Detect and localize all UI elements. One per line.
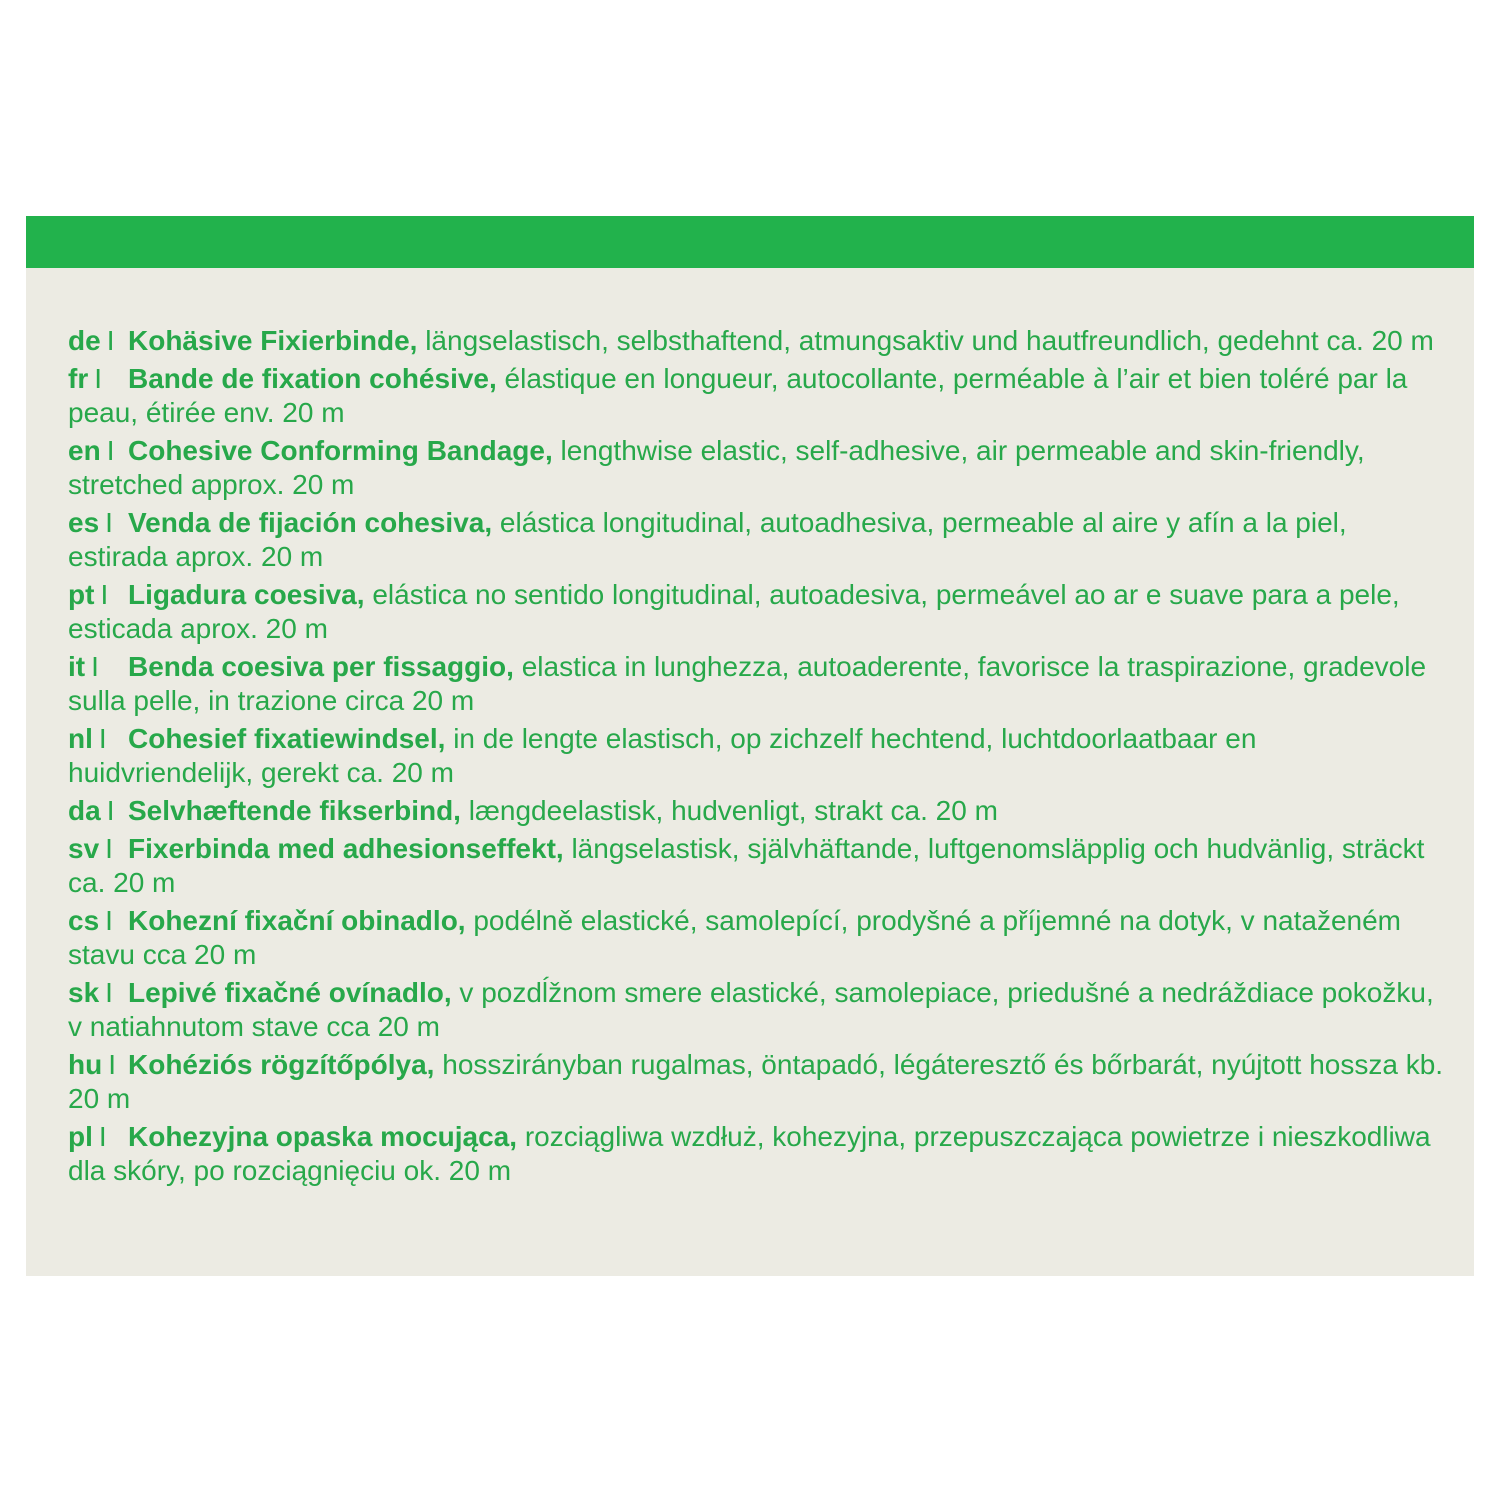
product-description: elastica in lunghezza, autoaderente, favorisce la traspirazione, gradevole sulla pelle, in trazione circa 20 m (68, 651, 1427, 716)
product-name: Venda de fijación cohesiva, (128, 507, 493, 538)
language-code: sk I (68, 977, 113, 1008)
product-name: Cohesief fixatiewindsel, (128, 723, 446, 754)
entry-sv (68, 832, 1448, 900)
language-code: en I (68, 435, 115, 466)
product-description: in de lengte elastisch, op zichzelf hechtend, luchtdoorlaatbaar en huidvriendelijk, gerekt ca. 20 m (68, 723, 1257, 788)
green-header-band (26, 216, 1474, 268)
product-name: Kohezní fixační obinadlo, (128, 905, 466, 936)
product-name: Kohéziós rögzítőpólya, (128, 1049, 435, 1080)
product-description: elástica no sentido longitudinal, autoadesiva, permeável ao ar e suave para a pele, esticada aprox. 20 m (68, 579, 1400, 644)
language-code: de I (68, 325, 115, 356)
entry-cs (68, 904, 1448, 972)
product-name: Cohesive Conforming Bandage, (128, 435, 553, 466)
entry-it (68, 650, 1448, 718)
entry-fr (68, 362, 1448, 430)
entry-hu (68, 1048, 1448, 1116)
product-name: Benda coesiva per fissaggio, (128, 651, 514, 682)
product-description: lengthwise elastic, self-adhesive, air permeable and skin-friendly, stretched approx. 20 m (68, 435, 1365, 500)
product-description: längselastisk, självhäftande, luftgenomsläpplig och hudvänlig, sträckt ca. 20 m (68, 833, 1425, 898)
language-code: sv I (68, 833, 113, 864)
label-card (26, 216, 1474, 1276)
product-description: elástica longitudinal, autoadhesiva, permeable al aire y afín a la piel, estirada aprox. 20 m (68, 507, 1347, 572)
language-code: fr I (68, 363, 103, 394)
product-description: længdeelastisk, hudvenligt, strakt ca. 20 m (460, 795, 998, 826)
entry-nl (68, 722, 1448, 790)
product-description: podélně elastické, samolepící, prodyšné a příjemné na dotyk, v nataženém stavu cca 20 m (68, 905, 1401, 970)
entry-de (68, 324, 1448, 358)
language-code: it I (68, 651, 99, 682)
product-description: hosszirányban rugalmas, öntapadó, légáteresztő és bőrbarát, nyújtott hossza kb. 20 m (68, 1049, 1444, 1114)
product-description: rozciągliwa wzdłuż, kohezyjna, przepuszczająca powietrze i nieszkodliwa dla skóry, po rozciągnięciu ok. 20 m (68, 1121, 1431, 1186)
entry-en (68, 434, 1448, 502)
multilingual-description (68, 324, 1448, 1192)
product-name: Fixerbinda med adhesionseffekt, (128, 833, 564, 864)
entry-pt (68, 578, 1448, 646)
product-name: Lepivé fixačné ovínadlo, (128, 977, 452, 1008)
language-code: es I (68, 507, 113, 538)
product-description: élastique en longueur, autocollante, perméable à l’air et bien toléré par la peau, étirée env. 20 m (68, 363, 1408, 428)
language-code: hu I (68, 1049, 116, 1080)
entry-da (68, 794, 1448, 828)
language-code: cs I (68, 905, 113, 936)
entry-sk (68, 976, 1448, 1044)
product-name: Kohezyjna opaska mocująca, (128, 1121, 518, 1152)
product-name: Bande de fixation cohésive, (128, 363, 497, 394)
product-name: Ligadura coesiva, (128, 579, 365, 610)
product-name: Kohäsive Fixierbinde, (128, 325, 418, 356)
entry-es (68, 506, 1448, 574)
language-code: da I (68, 795, 115, 826)
language-code: nl I (68, 723, 107, 754)
product-description: v pozdĺžnom smere elastické, samolepiace, priedušné a nedráždiace pokožku, v natiahnutom stave cca 20 m (68, 977, 1434, 1042)
language-code: pt I (68, 579, 109, 610)
product-name: Selvhæftende fikserbind, (128, 795, 461, 826)
product-description: längselastisch, selbsthaftend, atmungsaktiv und hautfreundlich, gedehnt ca. 20 m (417, 325, 1434, 356)
language-code: pl I (68, 1121, 107, 1152)
entry-pl (68, 1120, 1448, 1188)
